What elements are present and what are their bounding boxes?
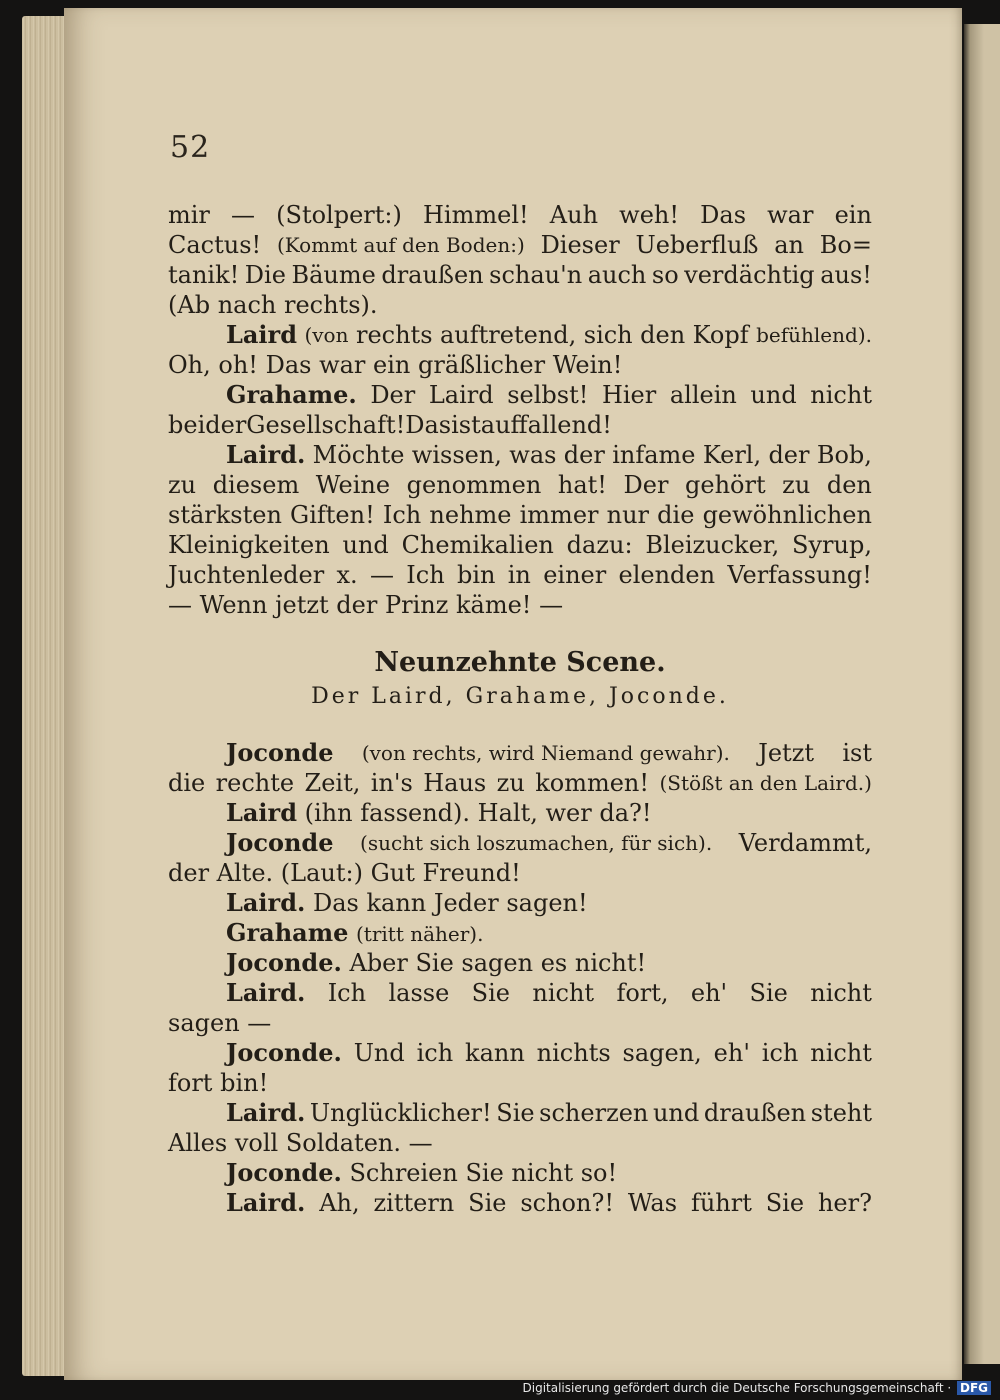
word: diesem (212, 471, 300, 499)
speaker-name: Joconde (226, 828, 334, 857)
speech-line (168, 1038, 872, 1068)
word: auffallend! (480, 411, 612, 439)
word: Sie (468, 1189, 507, 1217)
word: Zeit, (304, 769, 361, 797)
word: Das (700, 201, 747, 229)
word: draußen (703, 1099, 807, 1127)
word: Hier (601, 381, 657, 409)
word: infame (612, 441, 696, 469)
speech-line (168, 1098, 872, 1128)
word: nicht (810, 381, 872, 409)
word: Unglücklicher! (309, 1099, 492, 1127)
text-line: sagen — (168, 1009, 272, 1037)
word: scherzen (539, 1099, 649, 1127)
word: (Kommt auf den Boden:) (276, 233, 525, 257)
word: verdächtig (684, 261, 815, 289)
scene-title: Neunzehnte Scene. (374, 647, 666, 678)
text-line: der Alte. (Laut:) Gut Freund! (168, 859, 521, 887)
speaker-name: Grahame. (226, 380, 357, 409)
word: lasse (388, 979, 450, 1007)
word: rechts (355, 321, 433, 349)
word: Haus (423, 769, 487, 797)
scene-cast: Der Laird, Grahame, Joconde. (311, 684, 729, 709)
word: führt (690, 1189, 752, 1217)
word: ich (416, 1039, 454, 1067)
word: Die (244, 261, 286, 289)
word: der (768, 441, 810, 469)
word: Ah, (319, 1189, 360, 1217)
word: x. (336, 561, 358, 589)
word: ist (451, 411, 481, 439)
word: nicht (810, 1039, 872, 1067)
speech-line (168, 1158, 872, 1188)
text-line: Alles voll Soldaten. — (168, 1129, 433, 1157)
word: Und (353, 1039, 405, 1067)
word: nichts (536, 1039, 611, 1067)
word: Ich (327, 979, 367, 1007)
speaker-name: Joconde. (226, 1038, 342, 1067)
word: zu (782, 471, 811, 499)
word: Bäume (291, 261, 376, 289)
word: auch (587, 261, 647, 289)
word: Dieser (540, 231, 620, 259)
word: Chemikalien (401, 531, 554, 559)
word: Syrup, (792, 531, 872, 559)
word: kann (465, 1039, 525, 1067)
word: eh' (713, 1039, 750, 1067)
word: aus! (820, 261, 872, 289)
speaker-name: Grahame (226, 918, 349, 947)
word: eh' (690, 979, 728, 1007)
word: (sucht sich loszumachen, für sich). (360, 831, 713, 855)
word: auftretend, (440, 321, 577, 349)
speaker-name: Laird (226, 798, 297, 827)
word: Der (623, 471, 669, 499)
text-line (168, 200, 872, 230)
speech-text: Das kann Jeder sagen! (312, 889, 588, 917)
word: wissen, (411, 441, 502, 469)
word: Das (405, 411, 452, 439)
text-line (168, 560, 872, 590)
facing-page-edge (964, 24, 1000, 1364)
word: Bob, (816, 441, 872, 469)
speech-line (168, 440, 872, 470)
page-body (168, 200, 872, 1218)
word: schon?! (520, 1189, 614, 1217)
word: nehme (429, 501, 512, 529)
text-line (168, 410, 612, 440)
word: befühlend). (756, 323, 872, 347)
word: bin (456, 561, 496, 589)
word: einer (543, 561, 607, 589)
speaker-name: Joconde. (226, 948, 342, 977)
stage-direction: (tritt näher). (356, 922, 484, 946)
speech-line (168, 1188, 872, 1218)
word: Bleizucker, (645, 531, 780, 559)
word: allein (669, 381, 737, 409)
word: dazu: (566, 531, 633, 559)
text-line (168, 500, 872, 530)
word: Sie (765, 1189, 805, 1217)
word: und (750, 381, 797, 409)
dfg-logo: DFG (957, 1381, 991, 1395)
word: ein (834, 201, 872, 229)
speaker-name: Laird (226, 320, 297, 349)
speech-text: Aber Sie sagen es nicht! (349, 949, 647, 977)
word: sagen, (622, 1039, 702, 1067)
speaker-name: Joconde (226, 738, 334, 767)
word: stärksten (168, 501, 282, 529)
word: in (507, 561, 531, 589)
word: weh! (619, 201, 680, 229)
word: elenden (618, 561, 716, 589)
word: Himmel! (423, 201, 529, 229)
word: fort, (616, 979, 669, 1007)
speaker-name: Laird. (226, 888, 306, 917)
word: Giften! (290, 501, 375, 529)
text-line (168, 290, 872, 320)
stage-direction: (Ab nach rechts). (168, 291, 378, 319)
word: Bo= (819, 231, 872, 259)
text-line: fort bin! (168, 1069, 269, 1097)
speaker-name: Laird. (226, 978, 306, 1007)
word: Möchte (312, 441, 405, 469)
word: Ueberfluß (635, 231, 759, 259)
word: (Stolpert:) (276, 201, 402, 229)
word: ich (761, 1039, 799, 1067)
speaker-name: Laird. (226, 1098, 306, 1127)
word: bei (168, 411, 206, 439)
word: Ich (406, 561, 445, 589)
word: Verfassung! (727, 561, 872, 589)
word: Cactus! (168, 231, 262, 259)
speaker-name: Laird. (226, 1188, 306, 1217)
speech-line (168, 738, 872, 768)
word: zu (496, 769, 525, 797)
page-number: 52 (170, 130, 211, 165)
word: Kopf (692, 321, 749, 349)
word: die (168, 769, 206, 797)
word: — (369, 561, 394, 589)
word: zu (168, 471, 197, 499)
word: nur (606, 501, 650, 529)
word: immer (519, 501, 599, 529)
word: mir (168, 201, 210, 229)
word: Sie (471, 979, 510, 1007)
text-line (168, 470, 872, 500)
word: selbst! (507, 381, 589, 409)
speaker-name: Joconde. (226, 1158, 342, 1187)
word: gehört (685, 471, 766, 499)
word: (Stößt an den Laird.) (659, 771, 872, 795)
word: Sie (749, 979, 788, 1007)
text-line: Oh, oh! Das war ein gräßlicher Wein! (168, 351, 623, 379)
word: Weine (315, 471, 391, 499)
word: so (651, 261, 679, 289)
word: den (826, 471, 872, 499)
word: und (342, 531, 389, 559)
word: schau'n (489, 261, 583, 289)
word: gewöhnlichen (702, 501, 872, 529)
speaker-name: Laird. (226, 440, 306, 469)
word: den (640, 321, 686, 349)
word: ist (842, 739, 872, 767)
speech-line (168, 888, 872, 918)
word: Gesellschaft! (246, 411, 406, 439)
credit-text: Digitalisierung gefördert durch die Deutsche Forschungsgemeinschaft · (522, 1381, 952, 1395)
speech-text: (ihn fassend). Halt, wer da?! (304, 799, 652, 827)
word: nicht (532, 979, 595, 1007)
word: hat! (557, 471, 607, 499)
speech-text: Schreien Sie nicht so! (349, 1159, 618, 1187)
word: Verdammt, (738, 829, 872, 857)
word: rechte (215, 769, 295, 797)
text-line (168, 260, 872, 290)
speech-line (168, 320, 872, 350)
word: und (652, 1099, 700, 1127)
word: her? (817, 1189, 872, 1217)
word: der (563, 441, 605, 469)
word: Sie (496, 1099, 535, 1127)
text-line: — Wenn jetzt der Prinz käme! — (168, 591, 564, 619)
word: — (231, 201, 256, 229)
word: die (657, 501, 695, 529)
word: Auh (549, 201, 599, 229)
word: draußen (381, 261, 484, 289)
word: Jetzt (758, 739, 814, 767)
word: steht (810, 1099, 872, 1127)
digitization-credit (520, 1380, 994, 1396)
word: sich (583, 321, 633, 349)
word: genommen (406, 471, 542, 499)
speech-line (168, 978, 872, 1008)
word: tanik! (168, 261, 240, 289)
word: Juchtenleder (168, 561, 325, 589)
word: (von rechts, wird Niemand gewahr). (361, 741, 730, 765)
speech-line (168, 918, 872, 948)
speech-line (168, 798, 872, 828)
speech-line (168, 828, 872, 858)
word: Kerl, (702, 441, 762, 469)
word: war (767, 201, 814, 229)
word: Was (627, 1189, 678, 1217)
word: in's (370, 769, 413, 797)
word: der (205, 411, 247, 439)
word: zittern (373, 1189, 455, 1217)
text-line (168, 768, 872, 798)
word: Kleinigkeiten (168, 531, 330, 559)
word: kommen! (535, 769, 650, 797)
word: (von (304, 323, 349, 347)
speech-line (168, 948, 872, 978)
speech-line (168, 380, 872, 410)
word: was (509, 441, 557, 469)
text-line (168, 530, 872, 560)
word: nicht (810, 979, 872, 1007)
word: Ich (382, 501, 422, 529)
word: Der (370, 381, 416, 409)
word: an (774, 231, 804, 259)
word: Laird (428, 381, 494, 409)
text-line (168, 230, 872, 260)
